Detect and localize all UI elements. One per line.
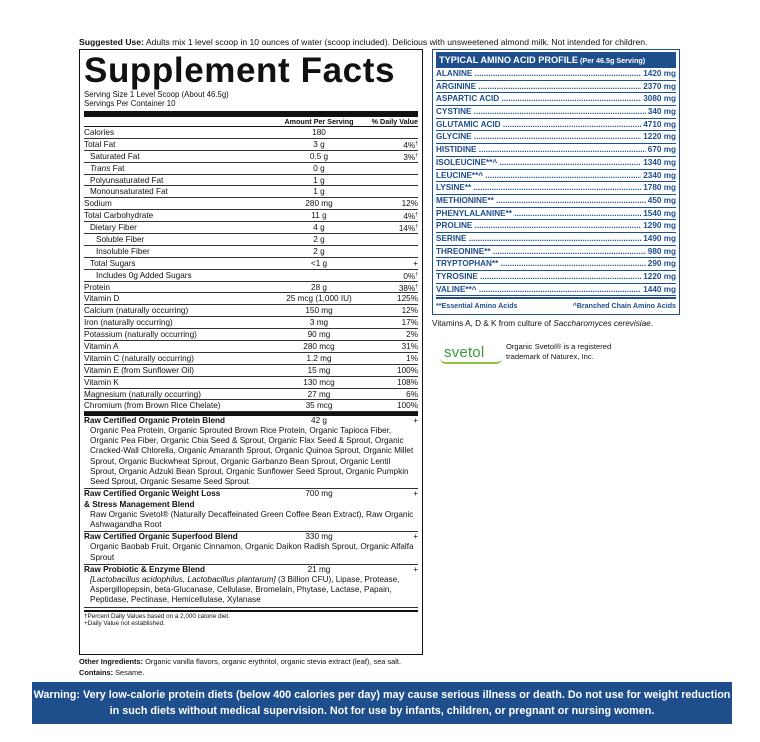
amino-value: 1220 mg bbox=[643, 272, 676, 281]
amino-name: VALINE**^ ..... bbox=[436, 284, 641, 296]
amino-name: TRYPTOPHAN** ..... bbox=[436, 258, 646, 270]
amino-row bbox=[436, 284, 676, 297]
amino-value: 1540 mg bbox=[643, 208, 676, 218]
nutrient-name: Magnesium (naturally occurring) bbox=[84, 389, 201, 399]
blend-name: Raw Certified Organic Superfood Blend bbox=[84, 532, 238, 542]
warning-banner bbox=[32, 682, 732, 724]
nutrient-daily-value: 100% bbox=[397, 401, 418, 411]
amino-value: 1490 mg bbox=[643, 233, 676, 243]
facts-row bbox=[84, 305, 418, 317]
essential-amino-acids-note: **Essential Amino Acids bbox=[436, 302, 518, 311]
other-ingredients-text: Organic vanilla flavors, organic erythritol, organic stevia extract (leaf), sea salt. bbox=[143, 657, 402, 666]
blend bbox=[84, 565, 418, 608]
amino-row bbox=[436, 81, 676, 94]
amino-name: ALANINE ..... bbox=[436, 68, 641, 80]
nutrient-name: Calories bbox=[84, 128, 115, 137]
nutrient-daily-value bbox=[362, 246, 418, 257]
amino-value: 1220 mg bbox=[643, 132, 676, 142]
nutrient-daily-value: 100% bbox=[397, 365, 418, 375]
nutrient-daily-value bbox=[362, 175, 418, 186]
amino-value: 670 mg bbox=[647, 145, 676, 155]
nutrient-daily-value bbox=[362, 234, 418, 245]
amino-value: 3080 mg bbox=[643, 94, 676, 104]
nutrient-name: Polyunsaturated Fat bbox=[90, 175, 164, 185]
vitamin-note-text: Vitamins A, D & K from culture of bbox=[432, 319, 554, 328]
nutrient-amount: 2 g bbox=[313, 235, 325, 245]
amino-name: SERINE ..... bbox=[436, 233, 641, 245]
amino-name: ISOLEUCINE**^ ..... bbox=[436, 157, 641, 169]
suggested-use-text: Adults mix 1 level scoop in 10 ounces of water (scoop included). Delicious with unsweetened almond milk. Not intended for children. bbox=[143, 37, 648, 47]
amino-name: PHENYLALANINE** ..... bbox=[436, 208, 641, 220]
facts-row bbox=[84, 186, 418, 198]
amino-row bbox=[436, 106, 676, 119]
amino-name: ARGININE ..... bbox=[436, 81, 641, 93]
supplement-facts-panel bbox=[79, 49, 423, 655]
nutrient-name: Vitamin A bbox=[84, 342, 119, 352]
svetol-logo bbox=[444, 343, 498, 365]
amino-value: 4710 mg bbox=[643, 119, 676, 129]
nutrient-name: Total Carbohydrate bbox=[84, 211, 154, 221]
nutrient-daily-value: 38%† bbox=[398, 283, 418, 293]
nutrient-amount: 90 mg bbox=[307, 330, 331, 340]
blend bbox=[84, 532, 418, 565]
nutrient-amount: 27 mg bbox=[307, 389, 331, 399]
nutrient-amount: 35 mcg bbox=[305, 401, 333, 411]
nutrient-amount: 180 bbox=[312, 128, 326, 137]
amino-row bbox=[436, 68, 676, 81]
amino-title-note: (Per 46.5g Serving) bbox=[578, 56, 646, 65]
nutrient-daily-value: + bbox=[413, 258, 418, 268]
nutrient-daily-value: 0%† bbox=[403, 271, 418, 281]
nutrient-daily-value: 12% bbox=[401, 199, 418, 209]
blend-name: Raw Certified Organic Protein Blend bbox=[84, 415, 226, 425]
nutrient-name: Vitamin D bbox=[84, 294, 120, 304]
nutrient-daily-value: 4%† bbox=[403, 212, 418, 222]
amino-value: 1440 mg bbox=[643, 284, 676, 294]
blend-amount: 330 mg bbox=[305, 532, 333, 542]
blend bbox=[84, 416, 418, 489]
nutrient-name: Chromium (from Brown Rice Chelate) bbox=[84, 401, 221, 411]
amino-value: 980 mg bbox=[647, 246, 676, 256]
nutrient-name: Vitamin K bbox=[84, 377, 119, 387]
facts-row bbox=[84, 400, 418, 412]
nutrient-amount: 25 mcg (1,000 IU) bbox=[286, 294, 352, 304]
facts-row bbox=[84, 341, 418, 353]
serving-size: Serving Size 1 Level Scoop (About 46.5g) bbox=[84, 90, 229, 99]
nutrient-name: Trans Fat bbox=[90, 163, 125, 173]
amino-name: LYSINE** ..... bbox=[436, 182, 641, 194]
blend bbox=[84, 489, 418, 532]
suggested-use-label: Suggested Use: bbox=[79, 37, 144, 47]
branched-chain-note: ^Branched Chain Amino Acids bbox=[572, 302, 676, 311]
blend-daily-value: + bbox=[413, 564, 418, 574]
amino-row bbox=[436, 157, 676, 170]
nutrient-name: Monounsaturated Fat bbox=[90, 187, 168, 197]
nutrient-amount: 2 g bbox=[313, 246, 325, 256]
vitamin-note-organism: Saccharomyces cerevisiae bbox=[553, 319, 651, 328]
amino-value: 290 mg bbox=[647, 259, 676, 269]
amino-name: THREONINE** ..... bbox=[436, 246, 646, 258]
footnote-percent-dv: †Percent Daily Values based on a 2,000 calorie diet. bbox=[84, 612, 230, 620]
amino-footnotes bbox=[436, 297, 676, 313]
nutrient-daily-value: 17% bbox=[401, 318, 418, 328]
amino-acid-profile-panel bbox=[432, 49, 680, 315]
nutrient-amount: 0.5 g bbox=[309, 151, 329, 161]
nutrient-amount: 28 g bbox=[311, 282, 327, 292]
warning-text: Very low-calorie protein diets (below 400 calories per day) may cause serious illness or death. Do not use for weight reduction in such diets without medical supervision. Not for use by infants, children, or pregnant or nursing women. bbox=[79, 689, 731, 717]
nutrient-amount: 15 mg bbox=[307, 365, 331, 375]
blend-ingredients: Organic Baobab Fruit, Organic Cinnamon, Organic Daikon Radish Sprout, Organic Alfalfa Sprout bbox=[84, 542, 418, 564]
facts-row bbox=[84, 270, 418, 282]
nutrient-daily-value: 108% bbox=[397, 377, 418, 387]
amino-name: HISTIDINE ..... bbox=[436, 144, 646, 156]
amino-row bbox=[436, 131, 676, 144]
blend-ingredients: [Lactobacillus acidophilus, Lactobacillus plantarum] (3 Billion CFU), Lipase, Protease, Aspergillopepsin, beta-Glucanase, Cellulase, Bromelain, Phytase, Lactase, Papain, Peptidase, Pectinase, Hemicellulase, Xylanase bbox=[84, 575, 418, 608]
blend-amount: 42 g bbox=[311, 415, 327, 425]
nutrient-amount: 150 mg bbox=[305, 306, 333, 316]
facts-row bbox=[84, 210, 418, 222]
nutrient-name: Vitamin E (from Sunflower Oil) bbox=[84, 365, 194, 375]
amino-row bbox=[436, 220, 676, 233]
blend-amount: 21 mg bbox=[307, 564, 331, 574]
svetol-leaf-icon bbox=[440, 358, 502, 364]
blend-header bbox=[84, 565, 418, 575]
amino-row bbox=[436, 271, 676, 284]
nutrient-daily-value bbox=[362, 127, 418, 138]
facts-rows bbox=[84, 127, 418, 412]
svetol-logo-text: svetol bbox=[444, 344, 485, 361]
nutrient-amount: 3 mg bbox=[309, 318, 329, 328]
blend-daily-value: + bbox=[413, 415, 418, 425]
svetol-trademark: Organic Svetol® is a registered trademark of Naturex, Inc. bbox=[506, 342, 612, 361]
amino-name: TYROSINE ..... bbox=[436, 271, 641, 283]
suggested-use bbox=[79, 37, 699, 48]
facts-row bbox=[84, 377, 418, 389]
facts-row bbox=[84, 175, 418, 187]
amino-name: PROLINE ..... bbox=[436, 220, 641, 232]
nutrient-amount bbox=[276, 270, 362, 281]
nutrient-daily-value: 12% bbox=[401, 306, 418, 316]
amino-row bbox=[436, 246, 676, 259]
nutrient-daily-value: 4%† bbox=[403, 140, 418, 150]
facts-row bbox=[84, 293, 418, 305]
nutrient-amount: 0 g bbox=[313, 163, 325, 173]
nutrient-name: Total Sugars bbox=[90, 258, 136, 268]
amino-row bbox=[436, 233, 676, 246]
amino-name: ASPARTIC ACID ..... bbox=[436, 93, 641, 105]
nutrient-daily-value bbox=[362, 163, 418, 174]
nutrient-name: Calcium (naturally occurring) bbox=[84, 306, 189, 316]
nutrient-name: Saturated Fat bbox=[90, 151, 140, 161]
amino-value: 1780 mg bbox=[643, 183, 676, 193]
nutrient-amount: 1 g bbox=[313, 175, 325, 185]
other-ingredients bbox=[79, 656, 401, 678]
nutrient-daily-value: 125% bbox=[397, 294, 418, 304]
amino-row bbox=[436, 258, 676, 271]
nutrient-amount: 1 g bbox=[313, 187, 325, 197]
amino-title-main: TYPICAL AMINO ACID PROFILE bbox=[439, 55, 579, 65]
amino-value: 1420 mg bbox=[643, 69, 676, 78]
facts-row bbox=[84, 329, 418, 341]
vitamin-source-note bbox=[432, 318, 653, 329]
nutrient-daily-value: 1% bbox=[406, 353, 418, 363]
other-ingredients-label: Other Ingredients: bbox=[79, 657, 144, 666]
amino-value: 1290 mg bbox=[643, 221, 676, 231]
facts-row bbox=[84, 353, 418, 365]
amino-name: GLYCINE ..... bbox=[436, 131, 641, 143]
facts-row bbox=[84, 246, 418, 258]
amino-value: 2370 mg bbox=[643, 81, 676, 91]
blend-daily-value: + bbox=[413, 489, 418, 499]
header-amount: Amount Per Serving bbox=[284, 117, 354, 126]
amino-row bbox=[436, 182, 676, 195]
amino-value: 1340 mg bbox=[643, 157, 676, 167]
amino-name: CYSTINE ..... bbox=[436, 106, 646, 118]
facts-row bbox=[84, 317, 418, 329]
blend-ingredients: Raw Organic Svetol® (Naturally Decaffeinated Green Coffee Bean Extract), Raw Organic Ashwagandha Root bbox=[84, 510, 418, 532]
header-daily-value: % Daily Value bbox=[371, 117, 418, 126]
nutrient-name: Total Fat bbox=[84, 139, 116, 149]
facts-row bbox=[84, 151, 418, 163]
warning-label: Warning: bbox=[33, 689, 80, 701]
nutrient-daily-value: 6% bbox=[406, 389, 418, 399]
blend-header bbox=[84, 489, 418, 509]
blend-name: Raw Probiotic & Enzyme Blend bbox=[84, 564, 206, 574]
nutrient-daily-value bbox=[362, 186, 418, 197]
facts-row bbox=[84, 163, 418, 175]
amino-value: 450 mg bbox=[647, 195, 676, 205]
blends bbox=[84, 416, 418, 608]
nutrient-name: Vitamin C (naturally occurring) bbox=[84, 353, 194, 363]
nutrient-amount: 130 mcg bbox=[303, 377, 335, 387]
contains-text: Sesame. bbox=[113, 668, 145, 677]
amino-value: 2340 mg bbox=[643, 170, 676, 180]
amino-acid-profile-title bbox=[436, 52, 676, 68]
amino-row bbox=[436, 170, 676, 183]
footnote-dv-not-established: +Daily Value not established. bbox=[84, 620, 165, 628]
supplement-facts-title: Supplement Facts bbox=[84, 51, 396, 90]
amino-row bbox=[436, 208, 676, 221]
blend-ingredients: Organic Pea Protein, Organic Sprouted Brown Rice Protein, Organic Tapioca Fiber, Organic Pea Fiber, Organic Chia Seed & Sprout, Organic Flax Seed & Sprout, Organic Cracked-Wall Chlorella, Organic Amaranth Sprout, Organic Quinoa Sprout, Organic Millet Sprout, Organic Buckwheat Sprout, Organic Garbanzo Bean Sprout, Organic Lentil Sprout, Organic Adzuki Bean Sprout, Organic Sunflower Seed Sprout, Organic Pumpkin Seed Sprout, Organic Sesame Seed Sprout bbox=[84, 426, 418, 489]
nutrient-amount: 280 mg bbox=[305, 199, 333, 209]
nutrient-name: Includes 0g Added Sugars bbox=[96, 270, 192, 280]
nutrient-amount: 280 mcg bbox=[303, 342, 335, 352]
nutrient-name: Iron (naturally occurring) bbox=[84, 318, 173, 328]
nutrient-amount: 4 g bbox=[313, 223, 325, 233]
facts-footnotes bbox=[84, 610, 418, 628]
amino-name: GLUTAMIC ACID ..... bbox=[436, 119, 641, 131]
nutrient-name: Sodium bbox=[84, 199, 112, 209]
facts-row bbox=[84, 222, 418, 234]
nutrient-daily-value: 2% bbox=[406, 330, 418, 340]
nutrient-name: Potassium (naturally occurring) bbox=[84, 330, 197, 340]
facts-row bbox=[84, 127, 418, 139]
amino-row bbox=[436, 144, 676, 157]
amino-name: METHIONINE** ..... bbox=[436, 195, 646, 207]
amino-rows bbox=[436, 68, 676, 296]
nutrient-daily-value: 31% bbox=[401, 342, 418, 352]
nutrient-name: Dietary Fiber bbox=[90, 223, 137, 233]
nutrient-daily-value: 14%† bbox=[398, 224, 418, 234]
nutrient-amount: 11 g bbox=[311, 211, 327, 221]
amino-row bbox=[436, 195, 676, 208]
amino-name: LEUCINE**^ ..... bbox=[436, 170, 641, 182]
nutrient-amount: <1 g bbox=[310, 258, 328, 268]
nutrient-name: Insoluble Fiber bbox=[96, 246, 150, 256]
facts-row bbox=[84, 389, 418, 401]
blend-header bbox=[84, 532, 418, 542]
nutrient-daily-value: 3%† bbox=[403, 152, 418, 162]
facts-row bbox=[84, 234, 418, 246]
nutrient-name: Soluble Fiber bbox=[96, 235, 145, 245]
facts-row bbox=[84, 139, 418, 151]
servings-per-container: Servings Per Container 10 bbox=[84, 99, 176, 108]
amino-row bbox=[436, 93, 676, 106]
contains-label: Contains: bbox=[79, 668, 114, 677]
blend-amount: 700 mg bbox=[305, 489, 333, 499]
nutrient-name: Protein bbox=[84, 282, 110, 292]
amino-row bbox=[436, 119, 676, 132]
facts-row bbox=[84, 365, 418, 377]
amino-value: 340 mg bbox=[647, 107, 676, 117]
blend-name: Raw Certified Organic Weight Loss & Stress Management Blend bbox=[84, 489, 221, 509]
facts-row bbox=[84, 198, 418, 210]
nutrient-amount: 1.2 mg bbox=[306, 353, 332, 363]
facts-header bbox=[84, 117, 418, 127]
blend-header bbox=[84, 416, 418, 426]
nutrient-amount: 3 g bbox=[313, 139, 325, 149]
facts-row bbox=[84, 282, 418, 294]
blend-daily-value: + bbox=[413, 532, 418, 542]
facts-row bbox=[84, 258, 418, 270]
vitamin-note-end: . bbox=[650, 319, 654, 328]
